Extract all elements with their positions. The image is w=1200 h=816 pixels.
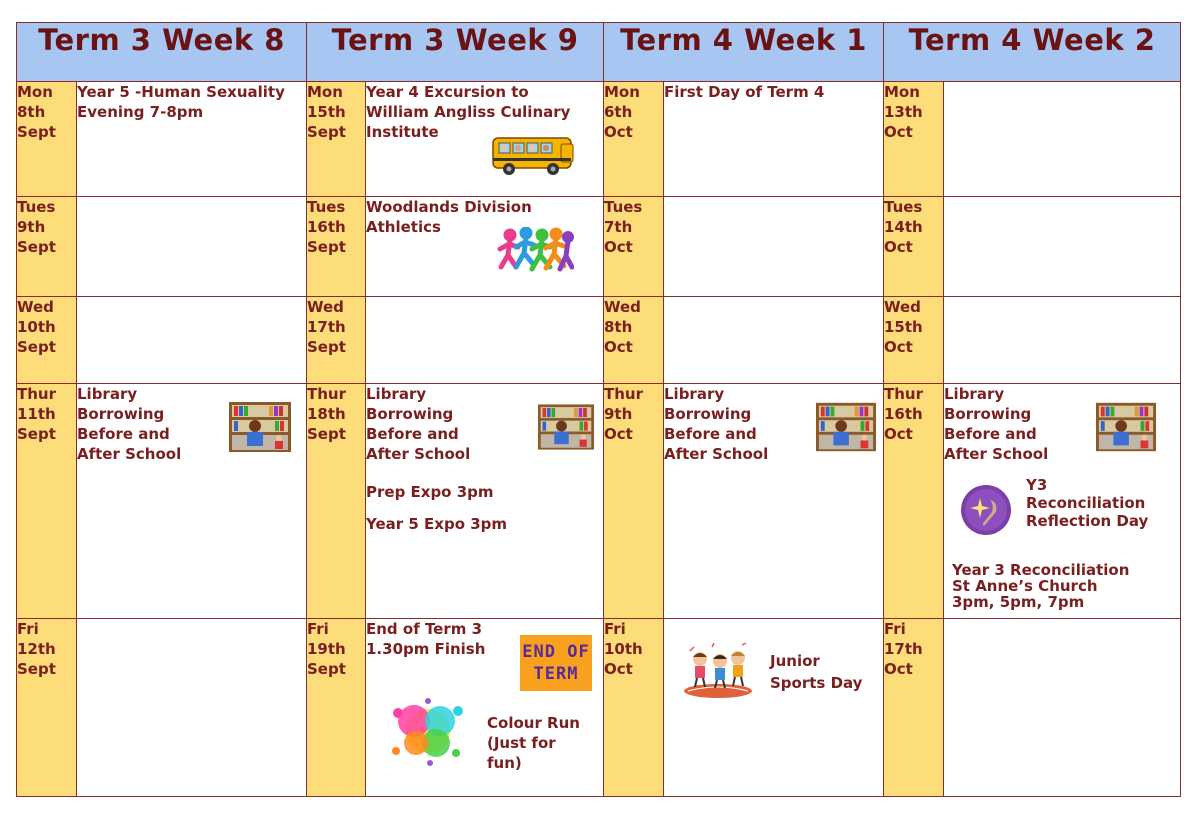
library-icon: [816, 402, 876, 452]
kids-race-icon: [682, 643, 754, 699]
event-text: After School: [944, 445, 1049, 463]
event-cell: [77, 82, 307, 197]
day-label: Mon 13th Oct: [884, 82, 944, 197]
event-text: 3pm, 5pm, 7pm: [952, 593, 1085, 611]
event-cell: [366, 197, 604, 297]
event-text: Reconciliation: [1026, 494, 1146, 512]
event-cell: [664, 297, 884, 384]
day-label: Mon 15th Sept: [307, 82, 366, 197]
library-icon: [1096, 402, 1156, 452]
day-label: Mon 6th Oct: [604, 82, 664, 197]
event-text: After School: [664, 445, 769, 463]
event-text: Year 4 Excursion to: [366, 83, 529, 101]
event-text: Library: [366, 385, 427, 403]
event-text: fun): [487, 754, 522, 772]
event-text: Institute: [366, 123, 439, 141]
day-label: Fri 17th Oct: [884, 619, 944, 797]
runners-icon: [496, 227, 574, 279]
event-text: Library: [664, 385, 725, 403]
event-text: Y3: [1026, 476, 1048, 494]
event-text: Junior: [770, 652, 820, 670]
day-label: Wed 10th Sept: [17, 297, 77, 384]
event-cell: [77, 619, 307, 797]
reconciliation-icon: [960, 484, 1012, 536]
week-header: Term 3 Week 8: [17, 23, 307, 82]
library-icon: [538, 402, 594, 452]
school-bus-icon: [491, 130, 577, 178]
event-text: Prep Expo 3pm: [366, 483, 494, 501]
event-text: Before and: [77, 425, 170, 443]
event-cell: [366, 384, 604, 619]
day-label: Thur 18th Sept: [307, 384, 366, 619]
event-text: William Angliss Culinary: [366, 103, 571, 121]
day-label: Tues 14th Oct: [884, 197, 944, 297]
day-label: Thur 11th Sept: [17, 384, 77, 619]
day-label: Wed 8th Oct: [604, 297, 664, 384]
day-label: Fri 19th Sept: [307, 619, 366, 797]
event-cell: [944, 197, 1181, 297]
day-label: Fri 12th Sept: [17, 619, 77, 797]
event-text: Library: [77, 385, 138, 403]
event-text: Woodlands Division: [366, 198, 532, 216]
event-text: First Day of Term 4: [664, 83, 825, 101]
event-cell: [366, 619, 604, 797]
event-text: After School: [77, 445, 182, 463]
event-text: Before and: [664, 425, 757, 443]
event-cell: [366, 82, 604, 197]
day-label: Fri 10th Oct: [604, 619, 664, 797]
event-text: Borrowing: [77, 405, 165, 423]
event-text: Borrowing: [664, 405, 752, 423]
event-cell: [944, 82, 1181, 197]
event-text: Before and: [366, 425, 459, 443]
day-label: Wed 15th Oct: [884, 297, 944, 384]
event-text: Colour Run: [487, 714, 580, 732]
day-label: Tues 16th Sept: [307, 197, 366, 297]
end-of-term-badge: END OF TERM: [520, 635, 592, 691]
event-cell: [77, 297, 307, 384]
event-text: 1.30pm Finish: [366, 640, 486, 658]
event-text: Before and: [944, 425, 1037, 443]
event-cell: [77, 384, 307, 619]
day-label: Tues 9th Sept: [17, 197, 77, 297]
library-icon: [229, 402, 291, 452]
event-text: St Anne’s Church: [952, 577, 1098, 595]
event-cell: [664, 82, 884, 197]
event-text: Year 3 Reconciliation: [952, 561, 1130, 579]
event-cell: [366, 297, 604, 384]
event-text: Borrowing: [366, 405, 454, 423]
event-text: Reflection Day: [1026, 512, 1149, 530]
week-header: Term 3 Week 9: [307, 23, 604, 82]
event-text: End of Term 3: [366, 620, 483, 638]
event-cell: [77, 197, 307, 297]
day-label: Tues 7th Oct: [604, 197, 664, 297]
event-cell: [944, 384, 1181, 619]
event-text: After School: [366, 445, 471, 463]
event-text: Sports Day: [770, 674, 863, 692]
event-text: Athletics: [366, 218, 441, 236]
day-label: Mon 8th Sept: [17, 82, 77, 197]
event-text: Year 5 Expo 3pm: [366, 515, 508, 533]
day-label: Wed 17th Sept: [307, 297, 366, 384]
event-cell: [664, 619, 884, 797]
event-text: (Just for: [487, 734, 556, 752]
event-cell: [664, 384, 884, 619]
week-header: Term 4 Week 2: [884, 23, 1181, 82]
event-text: Evening 7-8pm: [77, 103, 204, 121]
calendar-table: [16, 22, 1181, 797]
colour-splash-icon: [384, 691, 474, 771]
event-cell: [944, 297, 1181, 384]
event-text: Year 5 -Human Sexuality: [77, 83, 285, 101]
day-label: Thur 16th Oct: [884, 384, 944, 619]
event-cell: [944, 619, 1181, 797]
day-label: Thur 9th Oct: [604, 384, 664, 619]
event-text: Borrowing: [944, 405, 1032, 423]
event-cell: [664, 197, 884, 297]
event-text: Library: [944, 385, 1005, 403]
week-header: Term 4 Week 1: [604, 23, 884, 82]
